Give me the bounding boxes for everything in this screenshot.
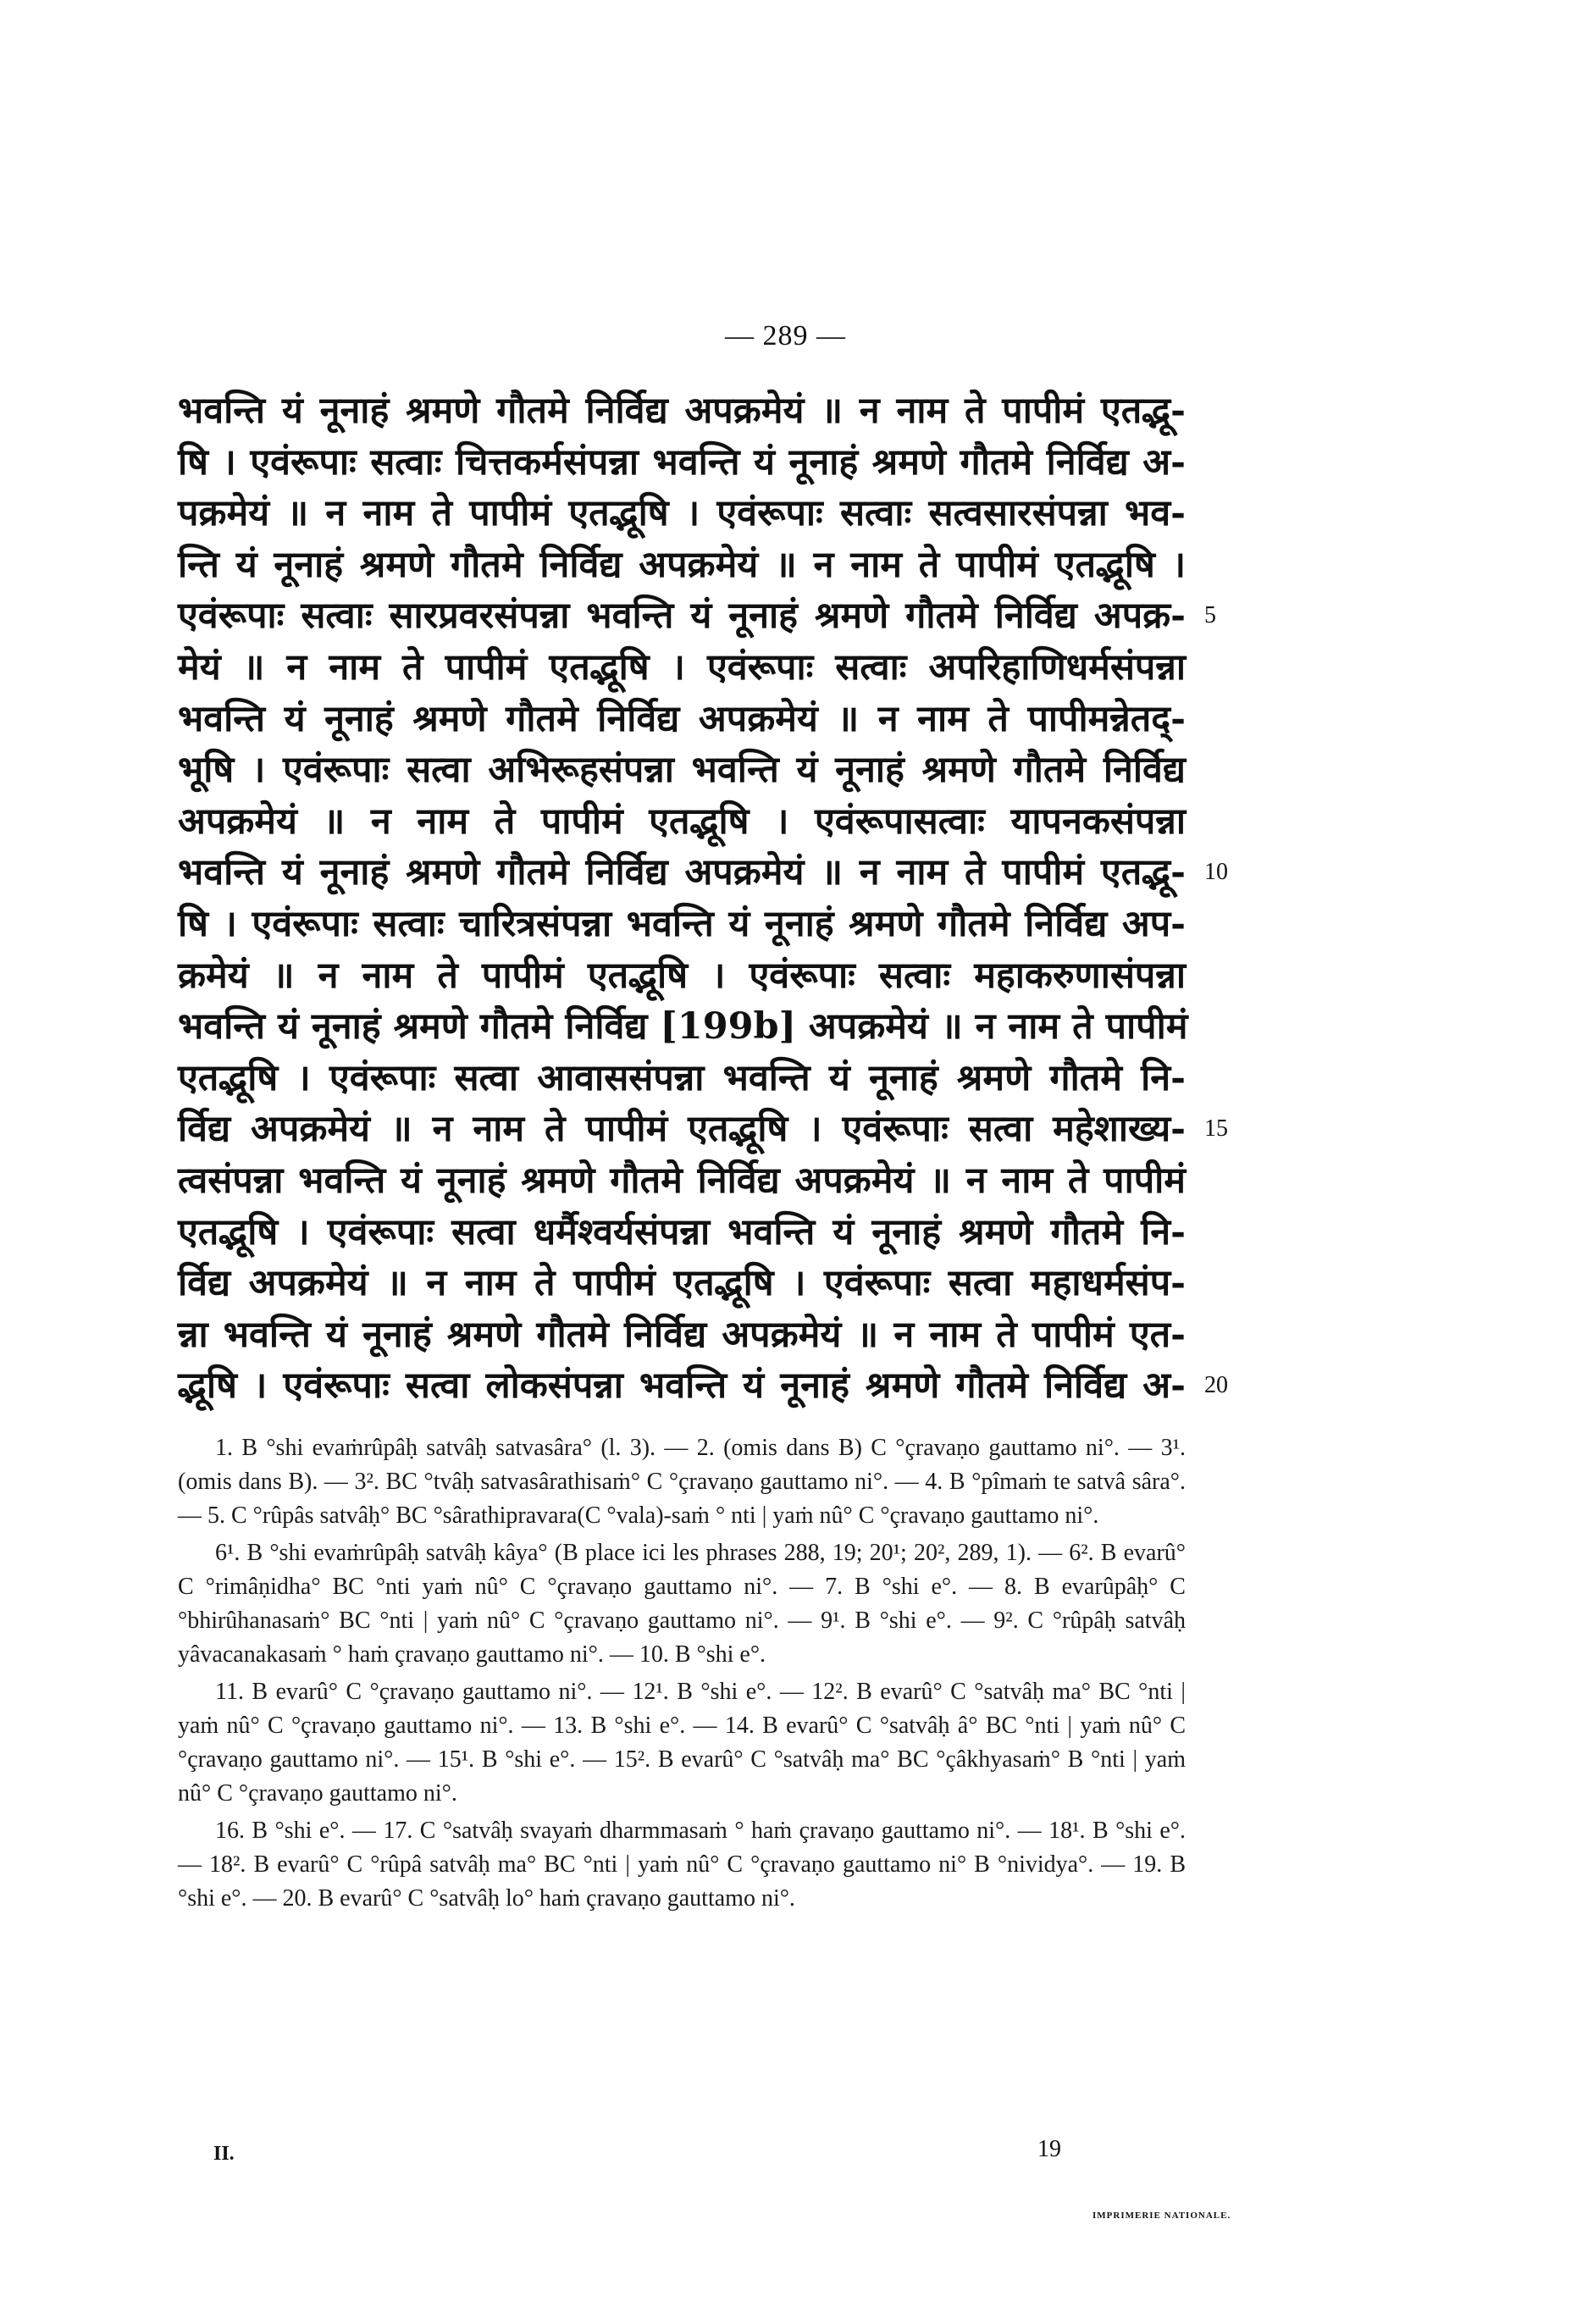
text-line	[178, 694, 1186, 745]
text-line-content: त्वसंपन्ना भवन्ति यं नूनाहं श्रमणे गौतमे निर्विद्य अपक्रमेयं ॥ न नाम ते पापीमं	[178, 1159, 1186, 1202]
text-line-content: मेयं ॥ न नाम ते पापीमं एतद्भूषि । एवंरूपाः सत्वाः अपरिहाणिधर्मसंपन्ना	[178, 645, 1186, 689]
line-number: 10	[1204, 859, 1228, 886]
text-line	[178, 796, 1186, 848]
footnote-paragraph: 16. B °shi e°. — 17. C °satvâḥ svayaṁ dharmmasaṁ ° haṁ çravaṇo gauttamo ni°. — 18¹. B °shi e°. — 18². B evarû° C °rûpâ satvâḥ ma° BC °nti | yaṁ nû° C °çravaṇo gauttamo ni° B °nividya°. — 19. B °shi e°. — 20. B evarû° C °satvâḥ lo° haṁ çravaṇo gauttamo ni°.	[178, 1818, 1186, 1912]
text-line	[178, 488, 1186, 540]
text-line-content: र्विद्य अपक्रमेयं ॥ न नाम ते पापीमं एतद्भूषि । एवंरूपाः सत्वा महाधर्मसंप-	[178, 1262, 1186, 1305]
text-line-content: पक्रमेयं ॥ न नाम ते पापीमं एतद्भूषि । एवंरूपाः सत्वाः सत्वसारसंपन्ना भव-	[178, 492, 1186, 535]
text-line-content: क्रमेयं ॥ न नाम ते पापीमं एतद्भूषि । एवंरूपाः सत्वाः महाकरुणासंपन्ना	[178, 954, 1186, 997]
text-line-content: अपक्रमेयं ॥ न नाम ते पापीमं एतद्भूषि । एवंरूपासत्वाः यापनकसंपन्ना	[178, 800, 1186, 843]
footnote-paragraph: 6¹. B °shi evaṁrûpâḥ satvâḥ kâya° (B place ici les phrases 288, 19; 20¹; 20², 289, 1). — 6². B evarû° C °rimâṇidha° BC °nti yaṁ nû° C °çravaṇo gauttamo ni°. — 7. B °shi e°. — 8. B evarûpâḥ° C °bhirûhanasaṁ° BC °nti | yaṁ nû° C °çravaṇo gauttamo ni°. — 9¹. B °shi e°. — 9². C °rûpâḥ satvâḥ yâvacanakasaṁ ° haṁ çravaṇo gauttamo ni°. — 10. B °shi e°.	[178, 1540, 1186, 1668]
text-line-content: एतद्भूषि । एवंरूपाः सत्वा धर्मैश्वर्यसंपन्ना भवन्ति यं नूनाहं श्रमणे गौतमे नि-	[178, 1210, 1186, 1253]
text-line-content: भूषि । एवंरूपाः सत्वा अभिरूहसंपन्ना भवन्ति यं नूनाहं श्रमणे गौतमे निर्विद्य	[178, 749, 1186, 792]
text-line	[178, 385, 1186, 437]
footnotes-block	[178, 1431, 1186, 1919]
text-line-content: एवंरूपाः सत्वाः सारप्रवरसंपन्ना भवन्ति यं नूनाहं श्रमणे गौतमे निर्विद्य अपक्र-	[178, 595, 1186, 638]
text-line	[178, 1258, 1186, 1309]
text-line-content: भवन्ति यं नूनाहं श्रमणे गौतमे निर्विद्य अपक्रमेयं ॥ न नाम ते पापीमं एतद्भू-	[178, 851, 1186, 894]
text-line	[178, 1104, 1228, 1155]
text-line	[178, 1309, 1186, 1361]
line-number: 5	[1204, 602, 1216, 629]
line-number: 15	[1204, 1115, 1228, 1143]
text-line	[178, 1053, 1186, 1104]
text-line-content: न्ति यं नूनाहं श्रमणे गौतमे निर्विद्य अपक्रमेयं ॥ न नाम ते पापीमं एतद्भूषि ।	[178, 543, 1186, 586]
text-line-content: षि । एवंरूपाः सत्वाः चित्तकर्मसंपन्ना भवन्ति यं नूनाहं श्रमणे गौतमे निर्विद्य अ-	[178, 440, 1186, 484]
text-line	[178, 1360, 1228, 1412]
text-line-content: न्ना भवन्ति यं नूनाहं श्रमणे गौतमे निर्विद्य अपक्रमेयं ॥ न नाम ते पापीमं एत-	[178, 1313, 1186, 1356]
text-line-content: भवन्ति यं नूनाहं श्रमणे गौतमे निर्विद्य अपक्रमेयं ॥ न नाम ते पापीमन्नेतद्-	[178, 697, 1186, 740]
text-line	[178, 437, 1186, 489]
text-line	[178, 950, 1186, 1002]
text-line	[178, 1001, 1186, 1053]
page-number-header: — 289 —	[725, 320, 846, 351]
text-line	[178, 1155, 1186, 1207]
text-line-content: एतद्भूषि । एवंरूपाः सत्वा आवाससंपन्ना भवन्ति यं नूनाहं श्रमणे गौतमे नि-	[178, 1056, 1186, 1099]
text-line-content: भवन्ति यं नूनाहं श्रमणे गौतमे निर्विद्य [199b] अपक्रमेयं ॥ न नाम ते पापीमं	[178, 1005, 1188, 1049]
text-line	[178, 590, 1216, 642]
text-line	[178, 642, 1186, 694]
text-line	[178, 540, 1186, 591]
folio-number: 19	[1037, 2136, 1061, 2162]
text-line-content: द्भूषि । एवंरूपाः सत्वा लोकसंपन्ना भवन्ति यं नूनाहं श्रमणे गौतमे निर्विद्य अ-	[178, 1364, 1186, 1408]
line-number: 20	[1204, 1372, 1228, 1399]
text-line	[178, 847, 1228, 899]
printer-imprint: IMPRIMERIE NATIONALE.	[1093, 2211, 1231, 2221]
text-line-content: षि । एवंरूपाः सत्वाः चारित्रसंपन्ना भवन्ति यं नूनाहं श्रमणे गौतमे निर्विद्य अप-	[178, 902, 1186, 945]
text-line	[178, 899, 1186, 950]
text-line	[178, 744, 1186, 796]
footnote-paragraph: 11. B evarû° C °çravaṇo gauttamo ni°. — 12¹. B °shi e°. — 12². B evarû° C °satvâḥ ma° BC °nti | yaṁ nû° C °çravaṇo gauttamo ni°. — 13. B °shi e°. — 14. B evarû° C °satvâḥ â° BC °nti | yaṁ nû° C °çravaṇo gauttamo ni°. — 15¹. B °shi e°. — 15². B evarû° C °satvâḥ ma° BC °çâkhyasaṁ° B °nti | yaṁ nû° C °çravaṇo gauttamo ni°.	[178, 1679, 1186, 1807]
sanskrit-text-block	[178, 385, 1228, 1412]
text-line	[178, 1207, 1186, 1259]
text-line-content: र्विद्य अपक्रमेयं ॥ न नाम ते पापीमं एतद्भूषि । एवंरूपाः सत्वा महेशाख्य-	[178, 1108, 1186, 1151]
footnote-paragraph: 1. B °shi evaṁrûpâḥ satvâḥ satvasâra° (l. 3). — 2. (omis dans B) C °çravaṇo gauttamo ni°. — 3¹. (omis dans B). — 3². BC °tvâḥ satvasârathisaṁ° C °çravaṇo gauttamo ni°. — 4. B °pîmaṁ te satvâ sâra°. — 5. C °rûpâs satvâḥ° BC °sârathipravara(C °vala)-saṁ ° nti | yaṁ nû° C °çravaṇo gauttamo ni°.	[178, 1435, 1186, 1529]
text-line-content: भवन्ति यं नूनाहं श्रमणे गौतमे निर्विद्य अपक्रमेयं ॥ न नाम ते पापीमं एतद्भू-	[178, 390, 1186, 432]
signature-mark: II.	[213, 2143, 235, 2165]
